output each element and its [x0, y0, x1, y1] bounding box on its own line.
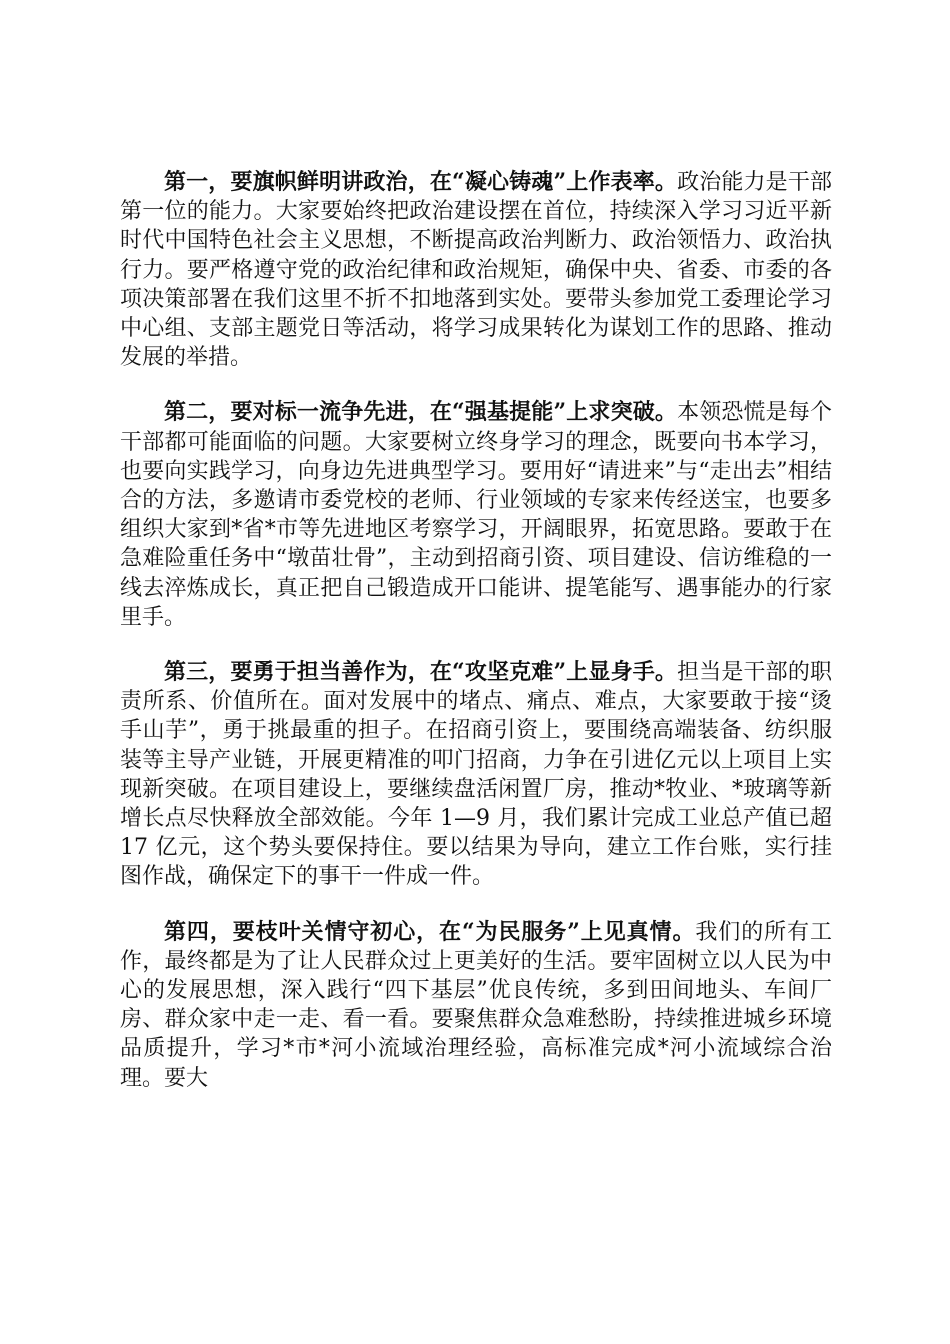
document-body	[120, 168, 832, 1093]
paragraph-3	[120, 658, 832, 892]
paragraph-2	[120, 398, 832, 632]
paragraph-text: 政治能力是干部第一位的能力。大家要始终把政治建设摆在首位，持续深入学习习近平新时代中国特色社会主义思想，不断提高政治判断力、政治领悟力、政治执行力。要严格遵守党的政治纪律和政治规矩，确保中央、省委、市委的各项决策部署在我们这里不折不扣地落到实处。要带头参加党工委理论学习中心组、支部主题党日等活动，将学习成果转化为谋划工作的思路、推动发展的举措。	[120, 170, 832, 371]
paragraph-heading: 第一，要旗帜鲜明讲政治，在“凝心铸魂”上作表率。	[164, 169, 678, 195]
paragraph-heading: 第四，要枝叶关情守初心，在“为民服务”上见真情。	[164, 918, 696, 945]
paragraph-4	[120, 918, 832, 1093]
paragraph-heading: 第三，要勇于担当善作为，在“攻坚克难”上显身手。	[164, 659, 678, 686]
paragraph-1	[120, 168, 832, 372]
paragraph-text: 我们的所有工作，最终都是为了让人民群众过上更美好的生活。要牢固树立以人民为中心的发展思想，深入践行“四下基层”优良传统，多到田间地头、车间厂房、群众家中走一走、看一看。要聚焦群众急难愁盼，持续推进城乡环境品质提升，学习*市*河小流域治理经验，高标准完成*河小流域综合治理。要大	[120, 919, 832, 1091]
paragraph-text: 担当是干部的职责所系、价值所在。面对发展中的堵点、痛点、难点，大家要敢于接“烫手山芋”，勇于挑最重的担子。在招商引资上，要围绕高端装备、纺织服装等主导产业链，开展更精准的叩门招商，力争在引进亿元以上项目上实现新突破。在项目建设上，要继续盘活闲置厂房，推动*牧业、*玻璃等新增长点尽快释放全部效能。今年 1—9 月，我们累计完成工业总产值已超 17 亿元，这个势头要保持住。要以结果为导向，建立工作台账，实行挂图作战，确保定下的事干一件成一件。	[120, 660, 832, 890]
paragraph-text: 本领恐慌是每个干部都可能面临的问题。大家要树立终身学习的理念，既要向书本学习，也要向实践学习，向身边先进典型学习。要用好“请进来”与“走出去”相结合的方法，多邀请市委党校的老师、行业领域的专家来传经送宝，也要多组织大家到*省*市等先进地区考察学习，开阔眼界，拓宽思路。要敢于在急难险重任务中“墩苗壮骨”，主动到招商引资、项目建设、信访维稳的一线去淬炼成长，真正把自己锻造成开口能讲、提笔能写、遇事能办的行家里手。	[120, 400, 832, 630]
paragraph-heading: 第二，要对标一流争先进，在“强基提能”上求突破。	[164, 399, 678, 426]
